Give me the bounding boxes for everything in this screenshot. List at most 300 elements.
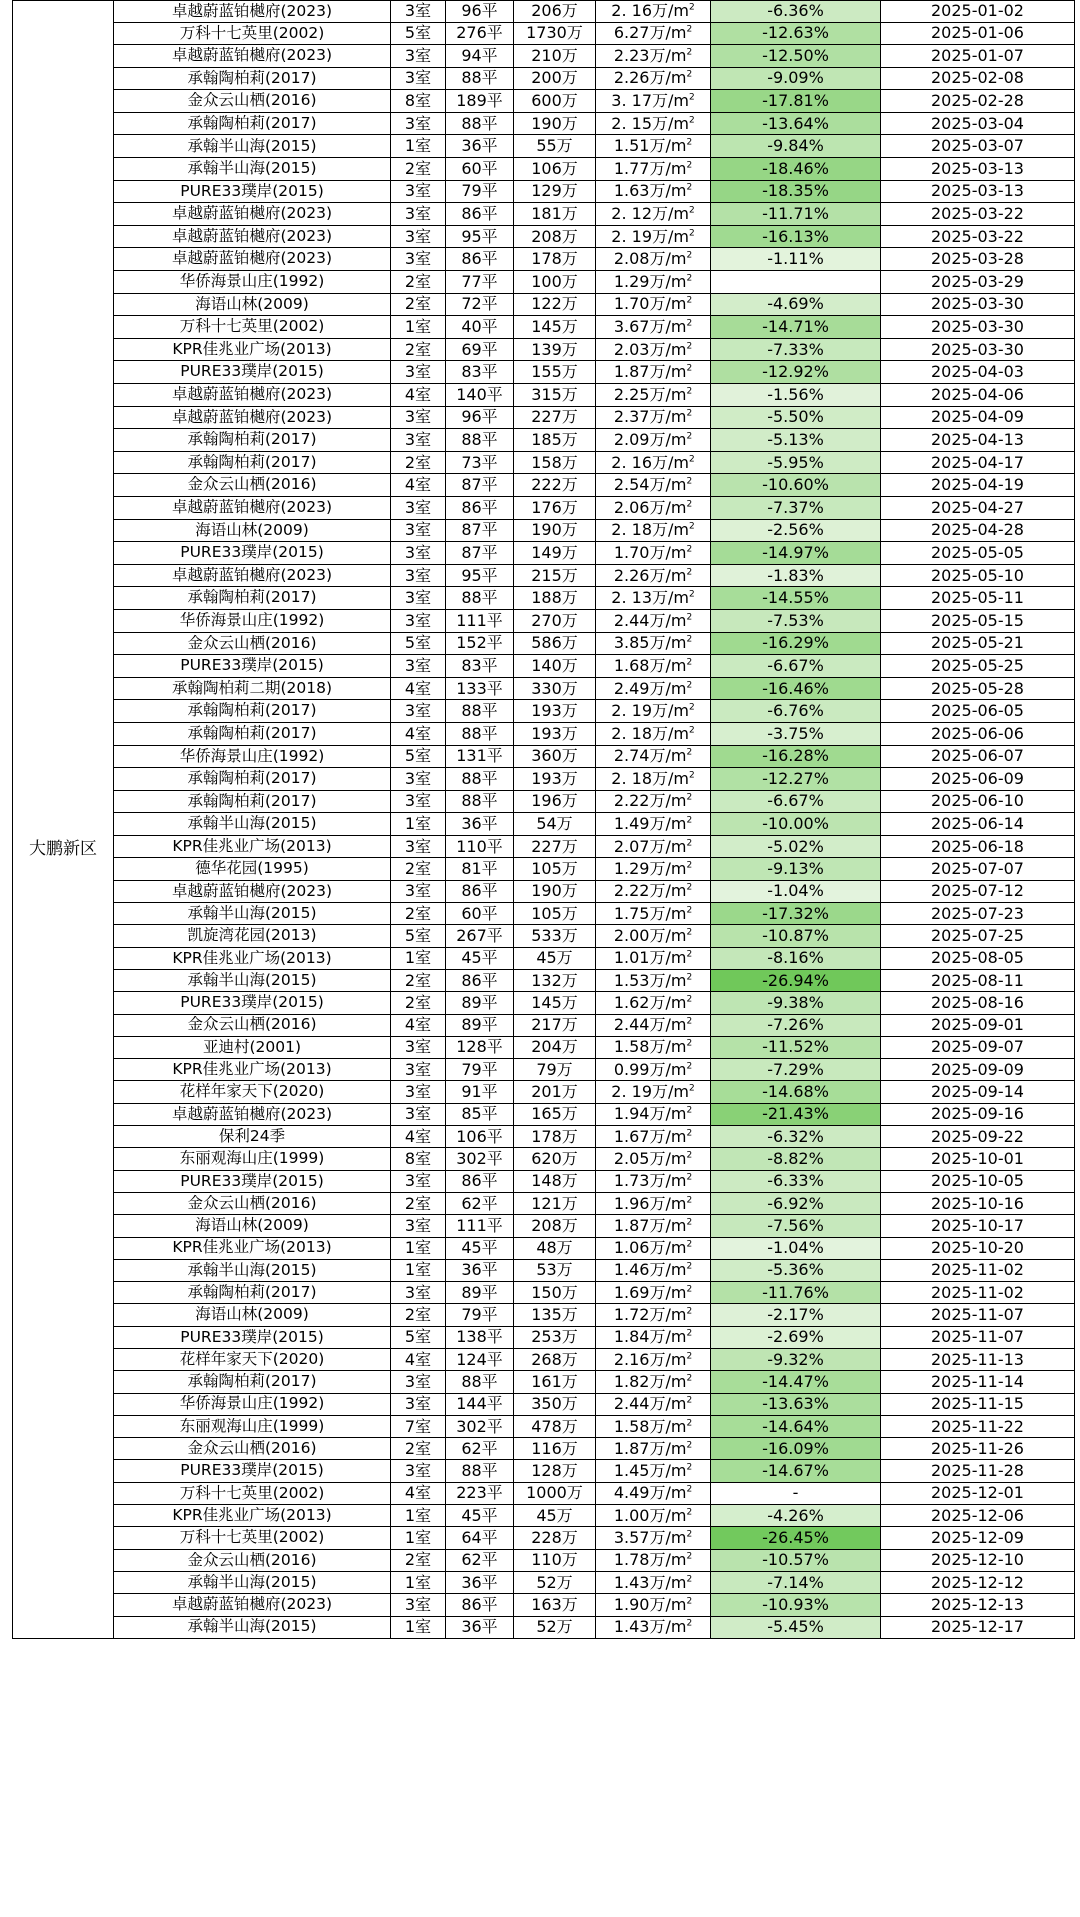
unit-superscript: 2 [688, 1083, 695, 1094]
area-cell: 95平 [446, 225, 514, 248]
unit-price-value: 1.82万 [613, 1371, 666, 1391]
total-price-cell: 45万 [514, 947, 596, 969]
unit-price-cell [596, 1059, 711, 1081]
unit-price-cell [596, 790, 711, 813]
unit-price-value: 2.44万 [613, 1015, 666, 1035]
unit-suffix: /m [665, 181, 687, 201]
total-price-cell: 55万 [514, 135, 596, 158]
date-cell: 2025-06-10 [881, 790, 1075, 813]
rooms-cell: 2室 [391, 1438, 446, 1460]
region-cell: 大鹏新区 [13, 1, 114, 1639]
table-row [13, 1215, 1075, 1237]
rooms-cell: 2室 [391, 992, 446, 1014]
unit-price-value: 1.43万 [613, 1617, 666, 1637]
project-cell: 亚迪村(2001) [114, 1036, 391, 1058]
unit-suffix: /m [665, 23, 687, 43]
unit-suffix: /m [665, 791, 687, 811]
total-price-cell: 149万 [514, 542, 596, 565]
area-cell: 88平 [446, 587, 514, 610]
unit-price-cell [596, 1594, 711, 1616]
unit-superscript: 2 [686, 431, 693, 442]
table-row [13, 925, 1075, 947]
project-cell: 承翰陶柏莉(2017) [114, 790, 391, 813]
table-row [13, 1081, 1075, 1103]
date-cell: 2025-03-30 [881, 293, 1075, 316]
unit-suffix: /m [665, 926, 687, 945]
unit-superscript: 2 [686, 160, 693, 171]
project-cell: 花样年家天下(2020) [114, 1081, 391, 1103]
unit-price-cell [596, 1259, 711, 1281]
unit-price-cell [596, 655, 711, 678]
change-cell: -17.81% [711, 90, 881, 113]
unit-superscript: 2 [686, 1462, 693, 1473]
date-cell: 2025-05-11 [881, 587, 1075, 610]
table-row [13, 542, 1075, 565]
change-cell: -6.67% [711, 790, 881, 813]
rooms-cell: 3室 [391, 1460, 446, 1482]
table-row [13, 1237, 1075, 1259]
table-row [13, 1571, 1075, 1593]
unit-price-cell [596, 248, 711, 271]
date-cell: 2025-04-09 [881, 406, 1075, 429]
table-row [13, 316, 1075, 339]
unit-superscript: 2 [686, 1150, 693, 1161]
unit-price-value: 2. 16万 [611, 1, 668, 21]
date-cell: 2025-12-01 [881, 1482, 1075, 1504]
total-price-cell: 176万 [514, 496, 596, 519]
area-cell: 62平 [446, 1549, 514, 1571]
area-cell: 87平 [446, 474, 514, 497]
date-cell: 2025-03-04 [881, 112, 1075, 135]
date-cell: 2025-04-27 [881, 496, 1075, 519]
unit-suffix: /m [665, 1238, 687, 1258]
project-cell: KPR佳兆业广场(2013) [114, 947, 391, 969]
unit-superscript: 2 [686, 949, 693, 960]
change-cell: -5.50% [711, 406, 881, 429]
change-cell: -18.46% [711, 158, 881, 181]
unit-price-value: 1.77万 [613, 158, 666, 178]
unit-price-value: 1.45万 [613, 1461, 666, 1481]
area-cell: 87平 [446, 519, 514, 542]
date-cell: 2025-05-15 [881, 609, 1075, 632]
rooms-cell: 2室 [391, 858, 446, 880]
unit-price-value: 2. 18万 [611, 768, 668, 788]
unit-price-cell [596, 180, 711, 203]
unit-suffix: /m [665, 678, 687, 698]
rooms-cell: 4室 [391, 474, 446, 497]
unit-suffix: /m [665, 992, 687, 1012]
area-cell: 110平 [446, 835, 514, 858]
table-row [13, 1126, 1075, 1148]
change-cell: -6.33% [711, 1170, 881, 1192]
project-cell: 东丽观海山庄(1999) [114, 1415, 391, 1437]
area-cell: 86平 [446, 496, 514, 519]
date-cell: 2025-09-09 [881, 1059, 1075, 1081]
rooms-cell: 3室 [391, 225, 446, 248]
total-price-cell: 165万 [514, 1103, 596, 1125]
rooms-cell: 8室 [391, 90, 446, 113]
change-cell: -4.26% [711, 1505, 881, 1527]
unit-suffix: /m [665, 339, 687, 359]
unit-superscript: 2 [686, 1016, 693, 1027]
total-price-cell: 128万 [514, 1460, 596, 1482]
unit-suffix: /m [665, 136, 687, 156]
area-cell: 45平 [446, 1505, 514, 1527]
rooms-cell: 3室 [391, 768, 446, 791]
date-cell: 2025-12-10 [881, 1549, 1075, 1571]
area-cell: 88平 [446, 1460, 514, 1482]
area-cell: 79平 [446, 1059, 514, 1081]
unit-price-cell [596, 1170, 711, 1192]
unit-suffix: /m [665, 1126, 687, 1146]
table-row [13, 1259, 1075, 1281]
total-price-cell: 79万 [514, 1059, 596, 1081]
area-cell: 106平 [446, 1126, 514, 1148]
date-cell: 2025-07-23 [881, 903, 1075, 925]
unit-suffix: /m [668, 701, 689, 721]
unit-suffix: /m [665, 294, 687, 314]
unit-price-value: 1.87万 [613, 1438, 666, 1458]
unit-suffix: /m [668, 91, 689, 111]
date-cell: 2025-03-13 [881, 180, 1075, 203]
table-row [13, 677, 1075, 700]
project-cell: 承翰陶柏莉(2017) [114, 451, 391, 474]
project-cell: 卓越蔚蓝铂樾府(2023) [114, 496, 391, 519]
unit-suffix: /m [665, 475, 687, 495]
project-cell: 花样年家天下(2020) [114, 1349, 391, 1371]
unit-price-cell [596, 969, 711, 991]
unit-suffix: /m [665, 1594, 687, 1614]
unit-superscript: 2 [686, 567, 693, 578]
change-cell: -1.83% [711, 564, 881, 587]
unit-suffix: /m [665, 1483, 687, 1503]
rooms-cell: 3室 [391, 1170, 446, 1192]
unit-superscript: 2 [686, 680, 693, 691]
project-cell: 承翰半山海(2015) [114, 1571, 391, 1593]
area-cell: 73平 [446, 451, 514, 474]
unit-superscript: 2 [686, 838, 693, 849]
rooms-cell: 3室 [391, 609, 446, 632]
total-price-cell: 132万 [514, 969, 596, 991]
unit-suffix: /m [665, 1305, 687, 1325]
unit-superscript: 2 [686, 1373, 693, 1384]
rooms-cell: 3室 [391, 519, 446, 542]
rooms-cell: 4室 [391, 1349, 446, 1371]
change-cell: -26.94% [711, 969, 881, 991]
unit-suffix: /m [665, 1260, 687, 1280]
table-row [13, 1527, 1075, 1549]
date-cell: 2025-07-07 [881, 858, 1075, 880]
change-cell: -7.56% [711, 1215, 881, 1237]
change-cell: -9.09% [711, 67, 881, 90]
unit-suffix: /m [665, 158, 687, 178]
rooms-cell: 2室 [391, 903, 446, 925]
area-cell: 64平 [446, 1527, 514, 1549]
unit-price-cell [596, 1616, 711, 1638]
table-row [13, 835, 1075, 858]
area-cell: 40平 [446, 316, 514, 339]
rooms-cell: 4室 [391, 384, 446, 407]
rooms-cell: 3室 [391, 1, 446, 23]
table-row [13, 225, 1075, 248]
unit-price-value: 3.57万 [613, 1528, 666, 1548]
unit-suffix: /m [665, 881, 687, 901]
project-cell: 华侨海景山庄(1992) [114, 271, 391, 294]
date-cell: 2025-06-18 [881, 835, 1075, 858]
unit-superscript: 2 [688, 228, 695, 239]
date-cell: 2025-08-16 [881, 992, 1075, 1014]
unit-price-value: 1.87万 [613, 362, 666, 382]
unit-suffix: /m [665, 1438, 687, 1458]
change-cell: -14.97% [711, 542, 881, 565]
unit-suffix: /m [665, 859, 687, 879]
total-price-cell: 206万 [514, 1, 596, 23]
table-row [13, 248, 1075, 271]
date-cell: 2025-09-14 [881, 1081, 1075, 1103]
unit-superscript: 2 [688, 205, 695, 216]
change-cell: -7.37% [711, 496, 881, 519]
date-cell: 2025-06-07 [881, 745, 1075, 768]
unit-price-cell [596, 1126, 711, 1148]
unit-superscript: 2 [686, 273, 693, 284]
total-price-cell: 181万 [514, 203, 596, 226]
unit-price-cell [596, 316, 711, 339]
table-row [13, 1326, 1075, 1348]
area-cell: 72平 [446, 293, 514, 316]
unit-superscript: 2 [686, 1440, 693, 1451]
rooms-cell: 2室 [391, 1304, 446, 1326]
date-cell: 2025-11-13 [881, 1349, 1075, 1371]
total-price-cell: 193万 [514, 722, 596, 745]
rooms-cell: 3室 [391, 790, 446, 813]
rooms-cell: 2室 [391, 158, 446, 181]
rooms-cell: 3室 [391, 880, 446, 902]
unit-price-value: 2.07万 [613, 836, 666, 856]
table-row [13, 790, 1075, 813]
unit-price-value: 3.85万 [613, 633, 666, 653]
date-cell: 2025-10-20 [881, 1237, 1075, 1259]
rooms-cell: 3室 [391, 542, 446, 565]
rooms-cell: 3室 [391, 203, 446, 226]
total-price-cell: 190万 [514, 112, 596, 135]
date-cell: 2025-03-13 [881, 158, 1075, 181]
area-cell: 223平 [446, 1482, 514, 1504]
change-cell: -14.68% [711, 1081, 881, 1103]
unit-suffix: /m [665, 1394, 687, 1414]
date-cell: 2025-05-25 [881, 655, 1075, 678]
rooms-cell: 3室 [391, 406, 446, 429]
area-cell: 81平 [446, 858, 514, 880]
date-cell: 2025-09-16 [881, 1103, 1075, 1125]
unit-suffix: /m [665, 814, 687, 834]
unit-suffix: /m [668, 226, 689, 246]
unit-price-value: 1.70万 [613, 542, 666, 562]
table-row [13, 969, 1075, 991]
unit-superscript: 2 [688, 770, 695, 781]
unit-price-value: 2.22万 [613, 881, 666, 901]
area-cell: 86平 [446, 969, 514, 991]
unit-suffix: /m [665, 1371, 687, 1391]
area-cell: 189平 [446, 90, 514, 113]
unit-suffix: /m [665, 1528, 687, 1548]
change-cell: -2.69% [711, 1326, 881, 1348]
unit-superscript: 2 [686, 409, 693, 420]
project-cell: 华侨海景山庄(1992) [114, 745, 391, 768]
unit-price-cell [596, 135, 711, 158]
total-price-cell: 222万 [514, 474, 596, 497]
unit-price-value: 1.94万 [613, 1104, 666, 1124]
unit-price-value: 1.69万 [613, 1282, 666, 1302]
unit-price-cell [596, 1148, 711, 1170]
project-cell: PURE33璞岸(2015) [114, 1326, 391, 1348]
unit-price-cell [596, 1571, 711, 1593]
project-cell: 万科十七英里(2002) [114, 22, 391, 45]
unit-suffix: /m [665, 1215, 687, 1235]
project-cell: PURE33璞岸(2015) [114, 180, 391, 203]
project-cell: 金众云山栖(2016) [114, 632, 391, 655]
table-row [13, 1304, 1075, 1326]
project-cell: KPR佳兆业广场(2013) [114, 1059, 391, 1081]
change-cell: -14.55% [711, 587, 881, 610]
date-cell: 2025-11-22 [881, 1415, 1075, 1437]
date-cell: 2025-04-17 [881, 451, 1075, 474]
total-price-cell: 105万 [514, 858, 596, 880]
unit-suffix: /m [665, 1461, 687, 1481]
rooms-cell: 4室 [391, 722, 446, 745]
unit-suffix: /m [665, 249, 687, 269]
unit-price-cell [596, 1282, 711, 1304]
unit-suffix: /m [665, 746, 687, 766]
unit-price-value: 2. 15万 [611, 113, 668, 133]
rooms-cell: 4室 [391, 1014, 446, 1036]
unit-price-value: 2.23万 [613, 45, 666, 65]
change-cell: -16.09% [711, 1438, 881, 1460]
unit-superscript: 2 [688, 725, 695, 736]
unit-price-cell [596, 474, 711, 497]
date-cell: 2025-01-02 [881, 1, 1075, 23]
unit-suffix: /m [665, 1193, 687, 1213]
table-row [13, 429, 1075, 452]
unit-price-cell [596, 542, 711, 565]
date-cell: 2025-05-21 [881, 632, 1075, 655]
total-price-cell: 148万 [514, 1170, 596, 1192]
rooms-cell: 1室 [391, 1571, 446, 1593]
unit-superscript: 2 [686, 793, 693, 804]
total-price-cell: 178万 [514, 248, 596, 271]
unit-price-value: 3.67万 [613, 317, 666, 337]
unit-suffix: /m [665, 317, 687, 337]
change-cell: -7.26% [711, 1014, 881, 1036]
unit-suffix: /m [668, 520, 689, 540]
unit-price-value: 2. 12万 [611, 204, 668, 224]
unit-superscript: 2 [686, 1039, 693, 1050]
unit-price-cell [596, 271, 711, 294]
unit-suffix: /m [665, 1416, 687, 1436]
unit-suffix: /m [665, 1171, 687, 1191]
unit-price-cell [596, 496, 711, 519]
change-cell: -10.00% [711, 813, 881, 836]
unit-suffix: /m [665, 1349, 687, 1369]
date-cell: 2025-10-05 [881, 1170, 1075, 1192]
unit-price-value: 2.54万 [613, 475, 666, 495]
unit-price-cell [596, 158, 711, 181]
unit-superscript: 2 [686, 1061, 693, 1072]
unit-suffix: /m [668, 1082, 689, 1102]
change-cell: -14.47% [711, 1371, 881, 1393]
date-cell: 2025-02-08 [881, 67, 1075, 90]
unit-suffix: /m [665, 429, 687, 449]
date-cell: 2025-11-02 [881, 1259, 1075, 1281]
date-cell: 2025-05-28 [881, 677, 1075, 700]
unit-superscript: 2 [686, 1418, 693, 1429]
area-cell: 87平 [446, 542, 514, 565]
unit-suffix: /m [668, 204, 689, 224]
area-cell: 45平 [446, 947, 514, 969]
table-row [13, 22, 1075, 45]
project-cell: KPR佳兆业广场(2013) [114, 1237, 391, 1259]
project-cell: 金众云山栖(2016) [114, 1192, 391, 1214]
table-row [13, 1594, 1075, 1616]
rooms-cell: 1室 [391, 1259, 446, 1281]
project-cell: 金众云山栖(2016) [114, 1549, 391, 1571]
unit-price-cell [596, 1192, 711, 1214]
total-price-cell: 150万 [514, 1282, 596, 1304]
date-cell: 2025-09-01 [881, 1014, 1075, 1036]
project-cell: 卓越蔚蓝铂樾府(2023) [114, 45, 391, 68]
unit-superscript: 2 [686, 927, 693, 938]
date-cell: 2025-04-03 [881, 361, 1075, 384]
unit-price-cell [596, 338, 711, 361]
change-cell: -6.32% [711, 1126, 881, 1148]
unit-price-cell [596, 1482, 711, 1504]
unit-price-value: 1.51万 [613, 136, 666, 156]
rooms-cell: 1室 [391, 813, 446, 836]
table-row [13, 67, 1075, 90]
project-cell: 华侨海景山庄(1992) [114, 609, 391, 632]
unit-suffix: /m [665, 1148, 687, 1168]
total-price-cell: 121万 [514, 1192, 596, 1214]
unit-price-cell [596, 519, 711, 542]
unit-price-cell [596, 1304, 711, 1326]
total-price-cell: 478万 [514, 1415, 596, 1437]
table-row [13, 474, 1075, 497]
project-cell: 卓越蔚蓝铂樾府(2023) [114, 248, 391, 271]
area-cell: 124平 [446, 1349, 514, 1371]
area-cell: 86平 [446, 1594, 514, 1616]
table-row [13, 700, 1075, 723]
unit-superscript: 2 [686, 1618, 693, 1629]
total-price-cell: 100万 [514, 271, 596, 294]
project-cell: 东丽观海山庄(1999) [114, 1148, 391, 1170]
change-cell: -6.76% [711, 700, 881, 723]
rooms-cell: 5室 [391, 745, 446, 768]
rooms-cell: 3室 [391, 1081, 446, 1103]
area-cell: 79平 [446, 1304, 514, 1326]
area-cell: 62平 [446, 1438, 514, 1460]
change-cell: -2.17% [711, 1304, 881, 1326]
date-cell: 2025-05-10 [881, 564, 1075, 587]
total-price-cell: 145万 [514, 316, 596, 339]
date-cell: 2025-11-28 [881, 1460, 1075, 1482]
unit-price-cell [596, 722, 711, 745]
unit-price-value: 1.62万 [613, 992, 666, 1012]
change-cell: -9.13% [711, 858, 881, 880]
unit-superscript: 2 [686, 318, 693, 329]
rooms-cell: 3室 [391, 67, 446, 90]
unit-superscript: 2 [686, 1217, 693, 1228]
project-cell: 金众云山栖(2016) [114, 90, 391, 113]
unit-suffix: /m [665, 271, 687, 291]
